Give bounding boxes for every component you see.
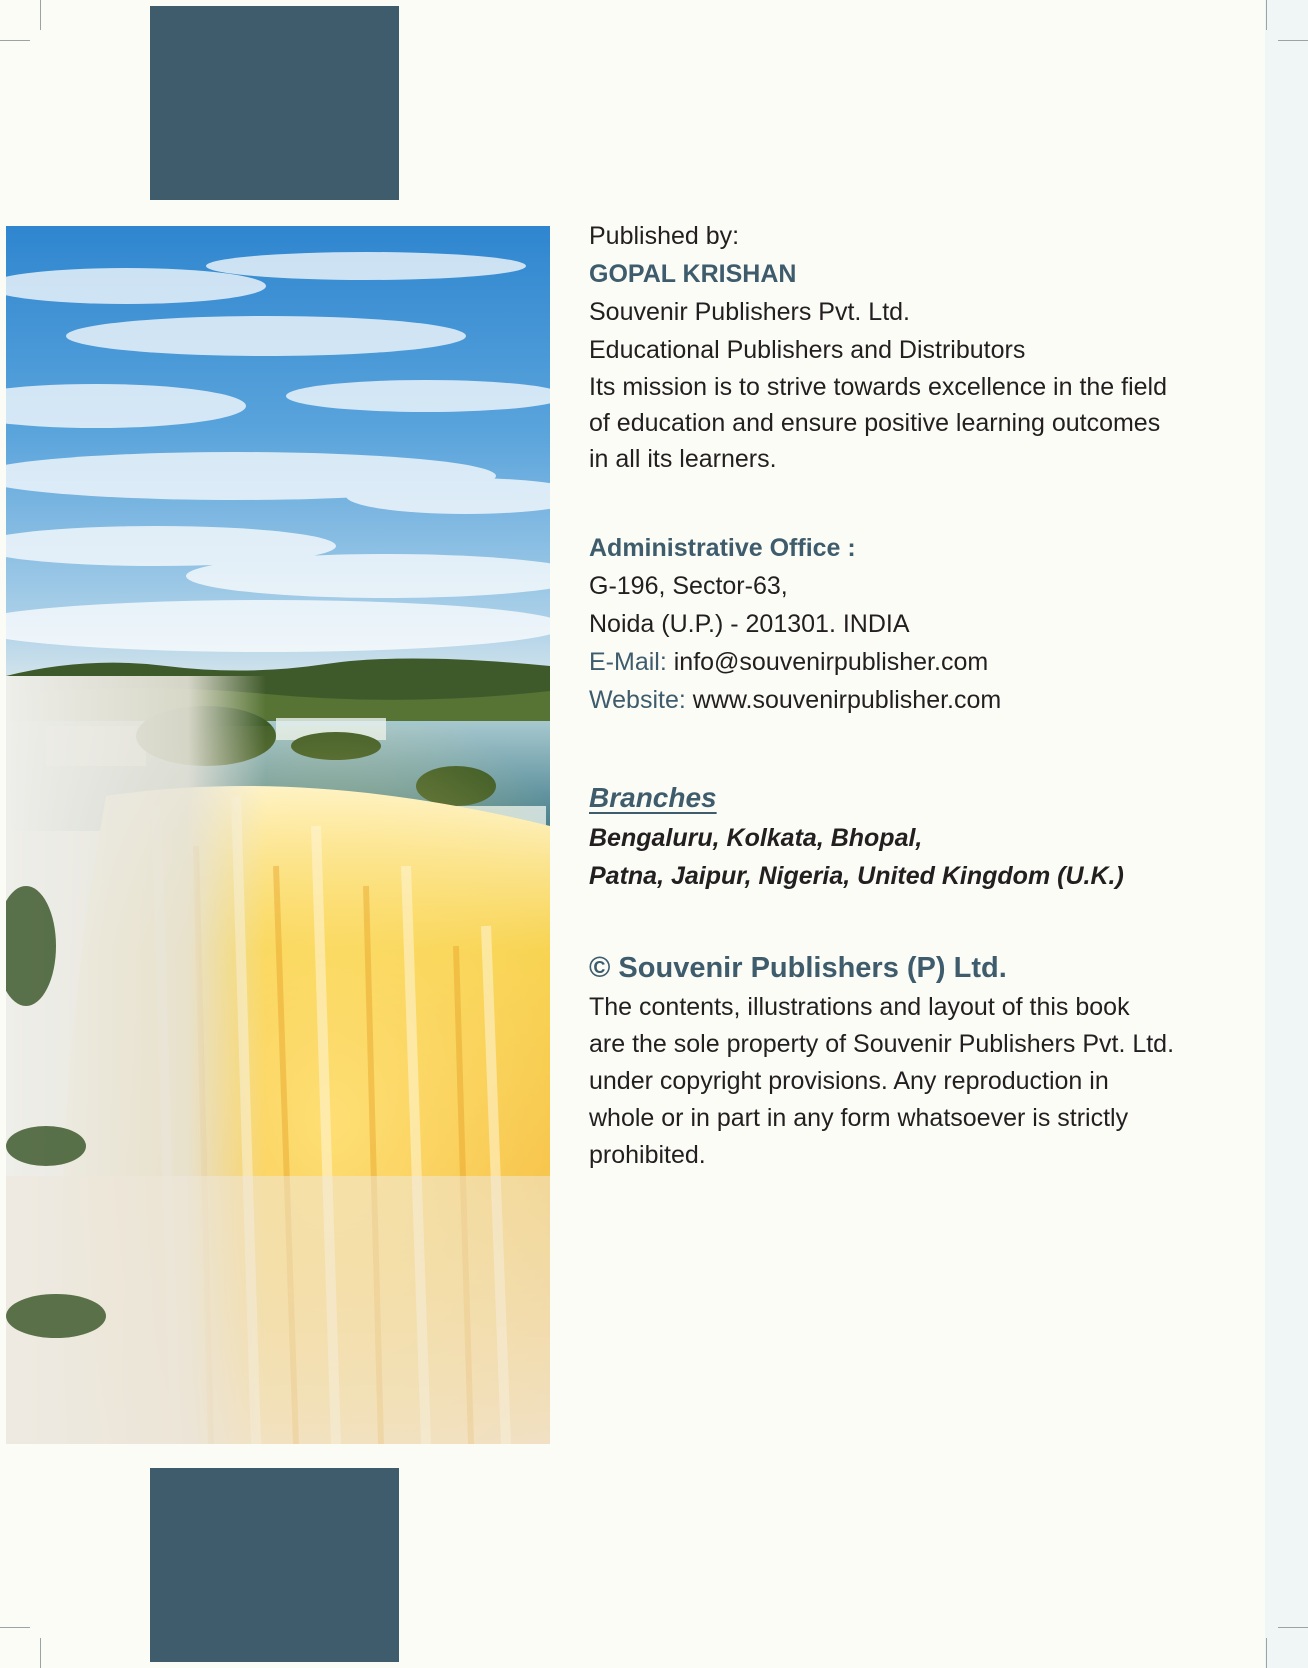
- published-by-label: Published by:: [589, 222, 740, 250]
- mission-line: in all its learners.: [589, 445, 777, 473]
- company-name: Souvenir Publishers Pvt. Ltd.: [589, 298, 910, 326]
- crop-mark: [1266, 1638, 1267, 1668]
- mission-line: of education and ensure positive learning outcomes: [589, 409, 1161, 437]
- waterfall-photo: [6, 226, 550, 1444]
- crop-mark: [0, 40, 30, 41]
- imprint-text: [589, 217, 1229, 1174]
- spacer: [589, 895, 1229, 947]
- website-row: [589, 681, 1229, 719]
- crop-mark: [40, 1638, 41, 1668]
- crop-mark: [1278, 1627, 1308, 1628]
- company-tagline: Educational Publishers and Distributors: [589, 336, 1026, 364]
- copyright-line: whole or in part in any form whatsoever is strictly: [589, 1104, 1129, 1132]
- address-line: Noida (U.P.) - 201301. INDIA: [589, 610, 910, 638]
- copyright-line: The contents, illustrations and layout of this book: [589, 993, 1130, 1021]
- address-line: G-196, Sector-63,: [589, 572, 788, 600]
- copyright-line: under copyright provisions. Any reproduction in: [589, 1067, 1109, 1095]
- email-value[interactable]: info@souvenirpublisher.com: [666, 648, 989, 676]
- branches-line: Patna, Jaipur, Nigeria, United Kingdom (U.K.): [589, 862, 1124, 890]
- office-heading: Administrative Office :: [589, 534, 856, 562]
- crop-mark: [1278, 40, 1308, 41]
- email-label: E-Mail:: [589, 648, 667, 676]
- branches-line: Bengaluru, Kolkata, Bhopal,: [589, 824, 923, 852]
- email-row: [589, 643, 1229, 681]
- spacer: [589, 719, 1229, 777]
- copyright-line: are the sole property of Souvenir Publishers Pvt. Ltd.: [589, 1030, 1175, 1058]
- decorative-block-top: [150, 6, 399, 200]
- spacer: [589, 477, 1229, 529]
- copyright-line: prohibited.: [589, 1141, 706, 1169]
- decorative-block-bottom: [150, 1468, 399, 1662]
- crop-mark: [40, 0, 41, 30]
- website-value[interactable]: www.souvenirpublisher.com: [685, 686, 1002, 714]
- crop-mark: [1266, 0, 1267, 30]
- crop-mark: [0, 1627, 30, 1628]
- publisher-name: GOPAL KRISHAN: [589, 260, 797, 288]
- copyright-heading: © Souvenir Publishers (P) Ltd.: [589, 952, 1007, 984]
- website-label: Website:: [589, 686, 686, 714]
- bleed-strip: [1265, 0, 1308, 1668]
- mission-line: Its mission is to strive towards excellence in the field: [589, 373, 1168, 401]
- branches-heading: Branches: [589, 782, 717, 813]
